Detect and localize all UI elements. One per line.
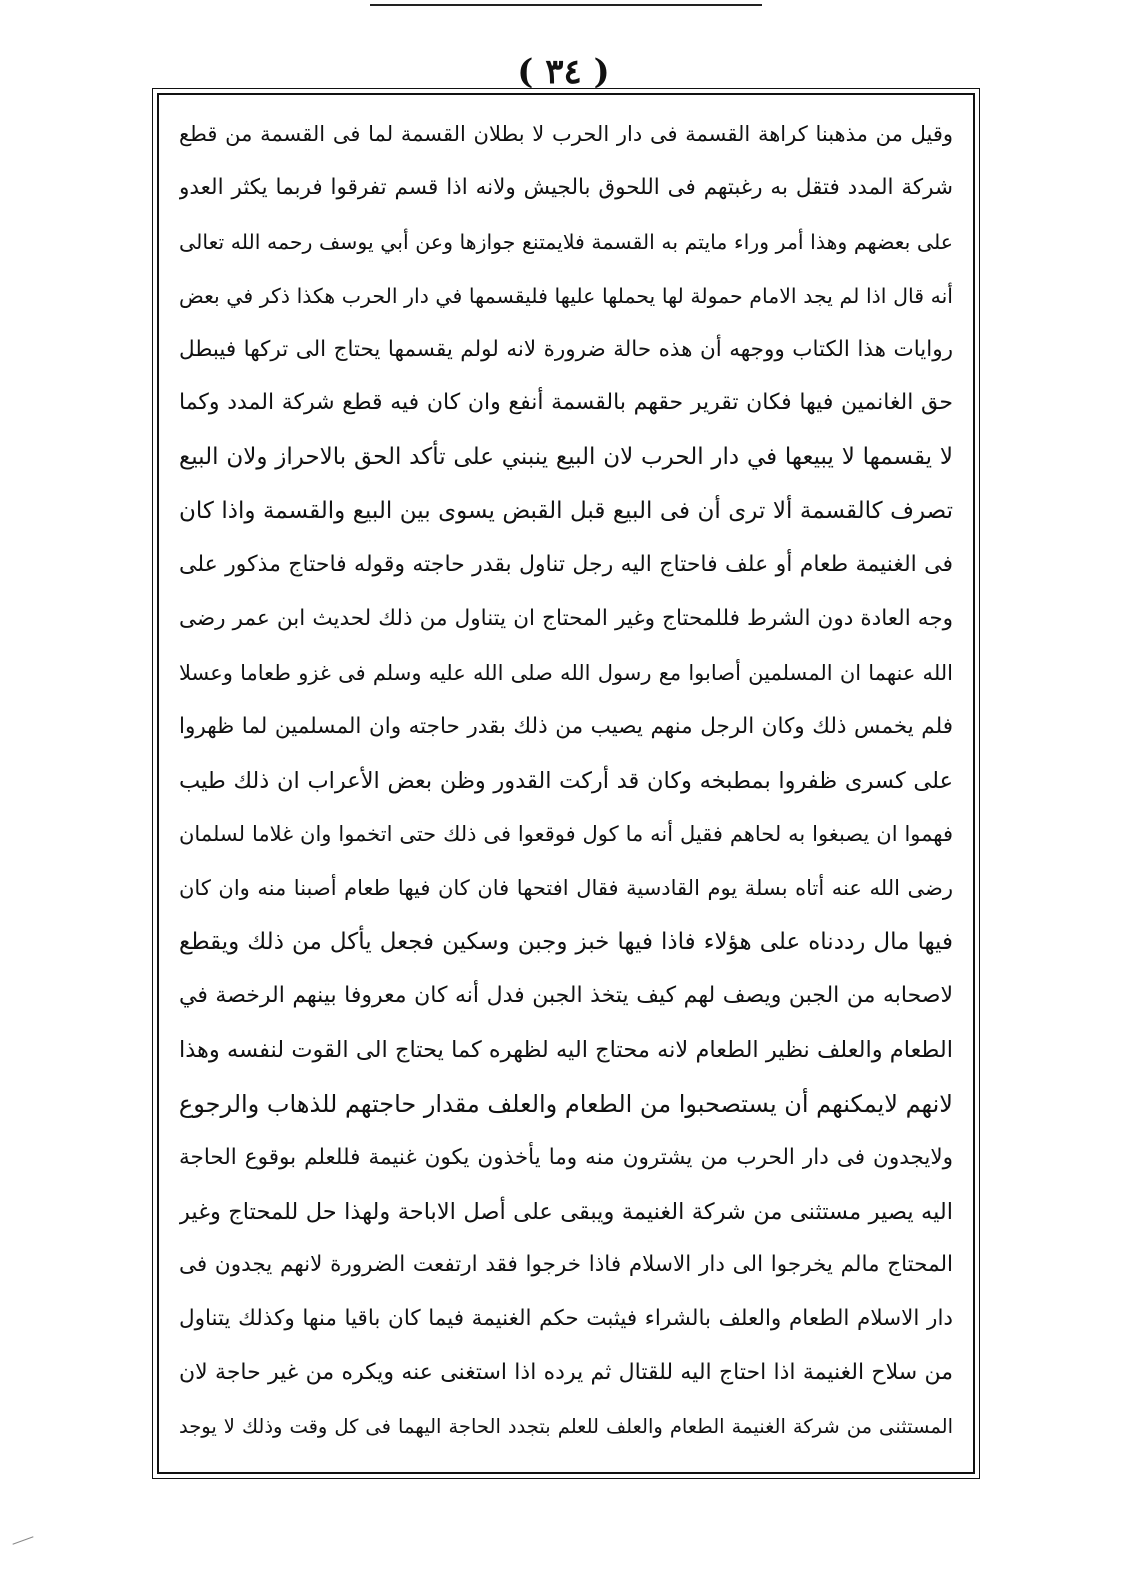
text-line: فيها مال رددناه على هؤلاء فاذا فيها خبز وجبن وسكين فجعل يأكل من ذلك ويقطع	[179, 929, 953, 956]
text-line: روايات هذا الكتاب ووجهه أن هذه حالة ضرورة لانه لولم يقسمها يحتاج الى تركها فيبطل	[179, 336, 953, 362]
text-line: على بعضهم وهذا أمر وراء مايتم به القسمة فلايمتنع جوازها وعن أبي يوسف رحمه الله تعالى	[179, 229, 953, 254]
text-line: المستثنى من شركة الغنيمة الطعام والعلف للعلم بتجدد الحاجة اليهما فى كل وقت وذلك لا يوجد	[179, 1415, 953, 1438]
text-line: الطعام والعلف نظير الطعام لانه محتاج اليه لظهره كما يحتاج الى القوت لنفسه وهذا	[179, 1036, 953, 1063]
text-line: حق الغانمين فيها فكان تقرير حقهم بالقسمة أنفع وان كان فيه قطع شركة المدد وكما	[179, 390, 953, 416]
page-body	[179, 115, 953, 1454]
text-frame	[157, 93, 975, 1474]
text-line: لانهم لايمكنهم أن يستصحبوا من الطعام والعلف مقدار حاجتهم للذهاب والرجوع	[179, 1089, 953, 1118]
text-line: فهموا ان يصبغوا به لحاهم فقيل أنه ما كول فوقعوا فى ذلك حتى اتخموا وان غلاما لسلمان	[179, 822, 953, 847]
text-line: على كسرى ظفروا بمطبخه وكان قد أركت القدور وظن بعض الأعراب ان ذلك طيب	[179, 767, 953, 794]
text-line: أنه قال اذا لم يجد الامام حمولة لها يحملها عليها فليقسمها في دار الحرب هكذا ذكر في بعض	[179, 283, 953, 308]
text-line: تصرف كالقسمة ألا ترى أن فى البيع قبل القبض يسوى بين البيع والقسمة واذا كان	[179, 498, 953, 525]
page-number: ( ٣٤ )	[517, 52, 610, 92]
text-line: من سلاح الغنيمة اذا احتاج اليه للقتال ثم يرده اذا استغنى عنه ويكره من غير حاجة لان	[179, 1360, 953, 1386]
text-line: دار الاسلام الطعام والعلف بالشراء فيثبت حكم الغنيمة فيما كان باقيا منها وكذلك يتناول	[179, 1306, 953, 1332]
text-line: لا يقسمها لا يبيعها في دار الحرب لان البيع ينبني على تأكد الحق بالاحراز ولان البيع	[179, 444, 953, 471]
text-line: فلم يخمس ذلك وكان الرجل منهم يصيب من ذلك بقدر حاجته وان المسلمين لما ظهروا	[179, 713, 953, 739]
text-line: وقيل من مذهبنا كراهة القسمة فى دار الحرب لا بطلان القسمة لما فى القسمة من قطع	[179, 122, 953, 146]
text-line: لاصحابه من الجبن ويصف لهم كيف يتخذ الجبن فدل أنه كان معروفا بينهم الرخصة في	[179, 983, 953, 1008]
top-rule	[370, 4, 762, 6]
text-line: شركة المدد فتقل به رغبتهم فى اللحوق بالجيش ولانه اذا قسم تفرقوا فربما يكثر العدو	[179, 174, 953, 200]
text-line: ولايجدون فى دار الحرب من يشترون منه وما يأخذون يكون غنيمة فللعلم بوقوع الحاجة	[179, 1144, 953, 1170]
text-line: رضى الله عنه أتاه بسلة يوم القادسية فقال افتحها فان كان فيها طعام أصبنا منه وان كان	[179, 876, 953, 901]
text-line: اليه يصير مستثنى من شركة الغنيمة ويبقى على أصل الاباحة ولهذا حل للمحتاج وغير	[179, 1198, 953, 1225]
text-line: المحتاج مالم يخرجوا الى دار الاسلام فاذا خرجوا فقد ارتفعت الضرورة لانهم يجدون فى	[179, 1252, 953, 1278]
scan-mark	[12, 1536, 33, 1544]
text-line: وجه العادة دون الشرط فللمحتاج وغير المحتاج ان يتناول من ذلك لحديث ابن عمر رضى	[179, 605, 953, 631]
text-line: فى الغنيمة طعام أو علف فاحتاج اليه رجل تناول بقدر حاجته وقوله فاحتاج مذكور على	[179, 552, 953, 577]
text-line: الله عنهما ان المسلمين أصابوا مع رسول الله صلى الله عليه وسلم فى غزو طعاما وعسلا	[179, 660, 953, 685]
